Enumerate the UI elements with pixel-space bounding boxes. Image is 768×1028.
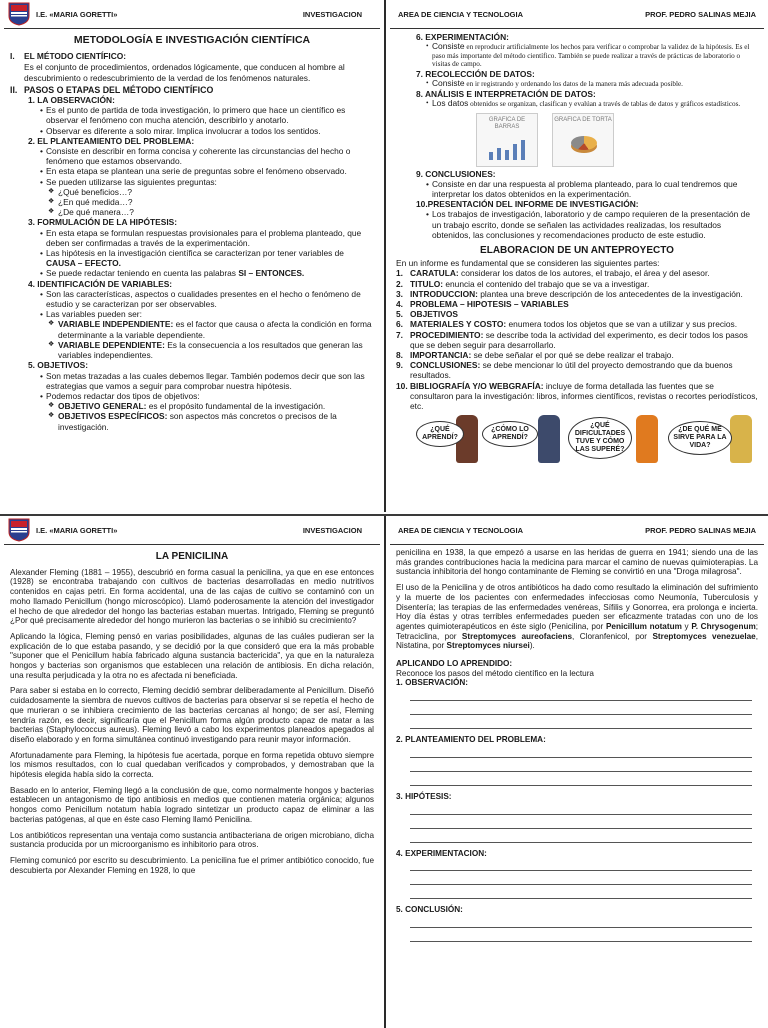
answer-lines[interactable] [410, 861, 752, 899]
area-name: AREA DE CIENCIA Y TECNOLOGIA [398, 526, 524, 535]
question-problema: 2. PLANTEAMIENTO DEL PROBLEMA: [396, 735, 546, 745]
paragraph: penicilina en 1938, la que empezó a usarse en las heridas de guerra en 1941; siendo una de las más grandes contribuciones hacia la medicina para marcar el camino de nuevas quimioterapias. La sustancia inhibitoria del hongo contaminante de Fleming se convirtió en una "Droga milagrosa". [396, 548, 758, 577]
speech-bubble: ¿QUÉ APRENDÍ? [416, 421, 464, 447]
sub-bullet: ❖ ¿Qué beneficios…? [10, 187, 374, 197]
sub-bullet: ❖ VARIABLE DEPENDIENTE: Es la consecuencia a los resultados que generan las variables independientes. [10, 340, 374, 360]
bar-chart-thumbnail [476, 113, 538, 167]
anteproyecto-item: 10. BIBLIOGRAFÍA Y/O WEBGRAFÍA: incluye de forma detallada las fuentes que se consultaron para la investigación: libros, informes científicos, revistas o recortes periodísticos, etc. [396, 380, 758, 412]
speech-bubble: ¿DE QUÉ ME SIRVE PARA LA VIDA? [668, 421, 732, 455]
teacher-name: PROF. PEDRO SALINAS MEJIA [645, 10, 756, 19]
paragraph: Fleming comunicó por escrito su descubrimiento. La penicilina fue el primer antibiótico conocido, fue descubierta por Alexander Fleming en 1928, lo que [10, 855, 374, 875]
sub-bullet: ❖ OBJETIVOS ESPECÍFICOS: son aspectos más concretos o precisos de la investigación. [10, 411, 374, 431]
page-header [390, 516, 764, 545]
anteproyecto-item: 6. MATERIALES Y COSTO: enumera todos los objetos que se van a utilizar y sus precios. [396, 319, 738, 330]
pie-chart-icon [571, 136, 597, 150]
bullet: • Los datos obtenidos se organizan, clasifican y evalúan a través de tablas de datos y gráficos estadísticos. [396, 99, 758, 109]
speech-bubble: ¿QUÉ DIFICULTADES TUVE Y CÓMO LAS SUPERÉ? [568, 417, 632, 459]
step-heading: 1. LA OBSERVACIÓN: [28, 95, 115, 106]
page-header [4, 516, 380, 545]
bar-chart-caption: GRAFICA DE BARRAS [488, 116, 526, 130]
sub-bullet: ❖ VARIABLE INDEPENDIENTE: es el factor que causa o afecta la condición en forma determinante a la variable dependiente. [10, 319, 374, 339]
section-intro: En un informe es fundamental que se consideren las siguientes partes: [396, 258, 660, 269]
bullet: • Se pueden utilizarse las siguientes preguntas: [10, 177, 374, 187]
step-heading: 6. EXPERIMENTACIÓN: [416, 32, 509, 42]
step-heading: 9. CONCLUSIONES: [416, 168, 496, 179]
step-heading: 8. ANÁLISIS E INTERPRETACIÓN DE DATOS: [416, 88, 596, 99]
bullet: • Observar es diferente a solo mirar. Implica involucrar a todos los sentidos. [10, 126, 374, 136]
paragraph: Afortunadamente para Fleming, la hipótesis fue acertada, porque en forma repetida obtuvo siempre los mismos resultados, con lo cual quedaban verificados y comprobados, y demostraban que la hipótesis elegida había sido la correcta. [10, 750, 374, 780]
bullet: • Los trabajos de investigación, laboratorio y de campo requieren de la presentación de un trabajo escrito, donde se señalen las actividades realizadas, los resultados obtenidos, las conclusiones y recomendaciones producto de este estudio. [396, 209, 758, 240]
bullet: • Consiste en ir registrando y ordenando los datos de la manera más adecuada posible. [396, 79, 758, 89]
question-conclusion: 5. CONCLUSIÓN: [396, 905, 463, 915]
bullet: • Consiste en describir en forma concisa y coherente las circunstancias del hecho o fenómeno que estamos observando. [10, 146, 374, 166]
paragraph: Para saber si estaba en lo correcto, Fleming decidió sembrar deliberadamente al Penicillum. Diseñó cuidadosamente la siembra de nuevos cultivos de bacterias para observar si se repetía el hecho de que murieran o se inhibiera crecimiento de las bacterias cercanas al hongo; de ser así, Fleming tendría razón, es decir, significaría que el Penicillum forma algún producto capaz de matar a las bacterias (Staphylococcus aureus). Fleming llevó a cabo los experimentos planeados apegados al diseño elaborado y en forma simultánea continuó investigando para reunir mayor información. [10, 686, 374, 744]
reading-title: LA PENICILINA [155, 551, 229, 562]
bullet: • Es el punto de partida de toda investigación, lo primero que hace un científico es observar el fenómeno con mucha atención, describirlo y anotarlo. [10, 105, 374, 125]
sub-bullet: ❖ ¿De qué manera…? [10, 207, 374, 217]
step-heading: 5. OBJETIVOS: [28, 360, 89, 371]
page-header [390, 0, 764, 29]
paragraph: Los antibióticos representan una ventaja como sustancia antibacteriana de origen microbiano, dicha sustancia producida por un microorganismo es inhibitorio para otros. [10, 830, 374, 850]
step-heading: 10.PRESENTACIÓN DEL INFORME DE INVESTIGACIÓN: [416, 199, 639, 210]
paragraph: Basado en lo anterior, Fleming llegó a la conclusión de que, como normalmente hongos y bacterias establecen un antagonismo de tipo antibiosis en medios que contienen materia orgánica; algunos hongos como Penicillum notatum había logrado sintetizar un producto capaz de eliminar a las bacterias patógenas, al que en éste caso Fleming llamó Penicilina. [10, 785, 374, 824]
bar-chart-icon [487, 138, 531, 160]
bullet: • Consiste en dar una respuesta al problema planteado, para lo cual tendremos que interpretar los datos obtenidos en la experimentación. [396, 179, 758, 199]
sub-bullet: ❖ ¿En qué medida…? [10, 197, 374, 207]
character-figure [730, 415, 752, 463]
bullet: • Las hipótesis en la investigación científica se caracterizan por tener variables de CAUSA – EFECTO. [10, 248, 374, 268]
column-right [386, 0, 768, 512]
bullet: • Podemos redactar dos tipos de objetivos: [10, 391, 374, 401]
column-right [386, 516, 768, 1028]
step-heading: 2. EL PLANTEAMIENTO DEL PROBLEMA: [28, 135, 195, 146]
answer-lines[interactable] [410, 805, 752, 843]
school-name: I.E. «MARIA GORETTI» [36, 10, 118, 19]
school-crest-icon [8, 2, 30, 26]
answer-lines[interactable] [410, 691, 752, 729]
area-name: AREA DE CIENCIA Y TECNOLOGIA [398, 10, 524, 19]
section-heading: II. PASOS O ETAPAS DEL MÉTODO CIENTÍFICO [10, 84, 214, 95]
activity-title: APLICANDO LO APRENDIDO: [396, 659, 513, 669]
question-experimentacion: 4. EXPERIMENTACION: [396, 848, 487, 858]
answer-lines[interactable] [410, 748, 752, 786]
anteproyecto-item: 4. PROBLEMA – HIPOTESIS – VARIABLES [396, 299, 569, 310]
sub-bullet: ❖ OBJETIVO GENERAL: es el propósito fundamental de la investigación. [10, 401, 374, 411]
subject-name: INVESTIGACION [302, 10, 362, 19]
school-crest-icon [8, 518, 30, 542]
bullet: • Son las características, aspectos o cualidades presentes en el hecho o fenómeno de estudio y se caracterizan por ser observables. [10, 289, 374, 309]
step-heading: 4. IDENTIFICACIÓN DE VARIABLES: [28, 278, 173, 289]
step-heading: 3. FORMULACIÓN DE LA HIPÓTESIS: [28, 217, 178, 228]
anteproyecto-item: 8. IMPORTANCIA: se debe señalar el por qué se debe realizar el trabajo. [396, 350, 674, 361]
column-left [0, 0, 384, 512]
bullet: • En esta etapa se plantean una serie de preguntas sobre el fenómeno observado. [10, 166, 374, 176]
section-title: ELABORACION DE UN ANTEPROYECTO [480, 245, 674, 256]
pie-chart-thumbnail [552, 113, 614, 167]
section-heading: I. EL MÉTODO CIENTÍFICO: [10, 51, 127, 62]
answer-lines[interactable] [410, 918, 752, 942]
anteproyecto-item: 9. CONCLUSIONES: se debe mencionar lo útil del proyecto demostrando que da buenos resultados. [396, 360, 733, 381]
school-name: I.E. «MARIA GORETTI» [36, 526, 118, 535]
paragraph: Aplicando la lógica, Fleming pensó en varias posibilidades, algunas de las cuáles pudieran ser la explicación de lo que estaba pasando, y se decidió por la que consideró que era la más probable "suponer que el Penicillum había fabricado alguna sustancia bactericida", ya que en la naturaleza hongos y bacterias son organismos que establecen una relación de antibiosis. En dicha relación, una resulta perjudicada y la otra no es afectada ni beneficiada. [10, 631, 374, 680]
column-left [0, 516, 384, 1028]
paragraph: Alexander Fleming (1881 – 1955), descubrió en forma casual la penicilina, ya que en ese entonces (1928) se encontraba trabajando con cultivos de bacterias desarrolladas en medio nutritivos contenidos en cajas petri. En forma accidental, una de las cajas de cultivo se contaminó con un moho llamado Penicillum (hongo microscópico). Llamó poderosamente la atención del investigador el hecho de que alrededor del hongo las bacterias estaban muertas. Intrigado, Fleming se preguntó ¿Por qué precisamente alrededor del hongo murieron las bacterias o se inhibió su crecimiento? [10, 567, 374, 626]
teacher-name: PROF. PEDRO SALINAS MEJIA [645, 526, 756, 535]
bullet: • Se puede redactar teniendo en cuenta las palabras SI – ENTONCES. [10, 268, 374, 278]
chart-examples [476, 111, 758, 167]
anteproyecto-item: 7. PROCEDIMIENTO: se describe toda la actividad del experimento, es decir todos los pasos que se deben seguir para desarrollarlo. [396, 329, 748, 350]
section-text: Es el conjunto de procedimientos, ordenados lógicamente, que conducen al hombre al descubrimiento o redescubrimiento de la verdad de los fenómenos naturales. [24, 62, 345, 83]
anteproyecto-item: 3. INTRODUCCION: plantea una breve descripción de los antecedentes de la investigación. [396, 288, 743, 299]
question-hipotesis: 3. HIPÓTESIS: [396, 791, 452, 801]
page-methodology [0, 0, 768, 512]
pie-chart-caption: GRAFICA DE TORTA [554, 116, 612, 123]
anteproyecto-item: 2. TITULO: enuncia el contenido del trabajo que se va a investigar. [396, 278, 650, 289]
reflection-illustration [396, 417, 758, 463]
bullet: • En esta etapa se formulan respuestas provisionales para el problema planteado, que deben ser confirmadas a través de la experimentación. [10, 228, 374, 248]
bullet: • Son metas trazadas a las cuales debemos llegar. También podemos decir que son las estrategias que vamos a seguir para comprobar nuestra hipótesis. [10, 371, 374, 391]
speech-bubble: ¿CÓMO LO APRENDÍ? [482, 421, 538, 447]
bullet: • Las variables pueden ser: [10, 309, 374, 319]
subject-name: INVESTIGACION [302, 526, 362, 535]
character-figure [538, 415, 560, 463]
bullet: • Consiste en reproducir artificialmente los hechos para verificar o comprobar la validez de la hipótesis. Es el paso más importante del método científico. También se puede realizar a través de prácticas de laboratorio o visitas de campo. [396, 42, 758, 69]
anteproyecto-item: 1. CARATULA: considerar los datos de los autores, el trabajo, el área y del asesor. [396, 268, 710, 279]
anteproyecto-item: 5. OBJETIVOS [396, 309, 458, 320]
page-title: METODOLOGÍA E INVESTIGACIÓN CIENTÍFICA [73, 34, 311, 46]
activity-instructions: Reconoce los pasos del método científico en la lectura [396, 668, 594, 678]
page-header [4, 0, 380, 29]
question-observacion: 1. OBSERVACIÓN: [396, 678, 469, 688]
page-penicilina [0, 514, 768, 1028]
anteproyecto-list [396, 268, 758, 411]
character-figure [636, 415, 658, 463]
step-heading: 7. RECOLECCIÓN DE DATOS: [416, 68, 535, 79]
paragraph: El uso de la Penicilina y de otros antibióticos ha dado como resultado la eliminación del sufrimiento y la muerte de los pacientes con enfermedades infecciosas como Neumonía, Tuberculosis y Disentería; las terapias de las enfermedades venéreas, Sífilis y Gonorrea, era prolonga e incierta. Hoy día éstas y otras terribles enfermedades pueden ser eficazmente tratadas con uno de los agentes quimioterapéuticos en éste siglo (Penicilina, por Penicillum notatum y P. Chrysogenum; Tetraciclina, por Streptomyces aureofaciens, Cloranfenicol, por Streptomyces venezuelae, Nistatina, por Streptomyces niursei). [396, 583, 759, 651]
